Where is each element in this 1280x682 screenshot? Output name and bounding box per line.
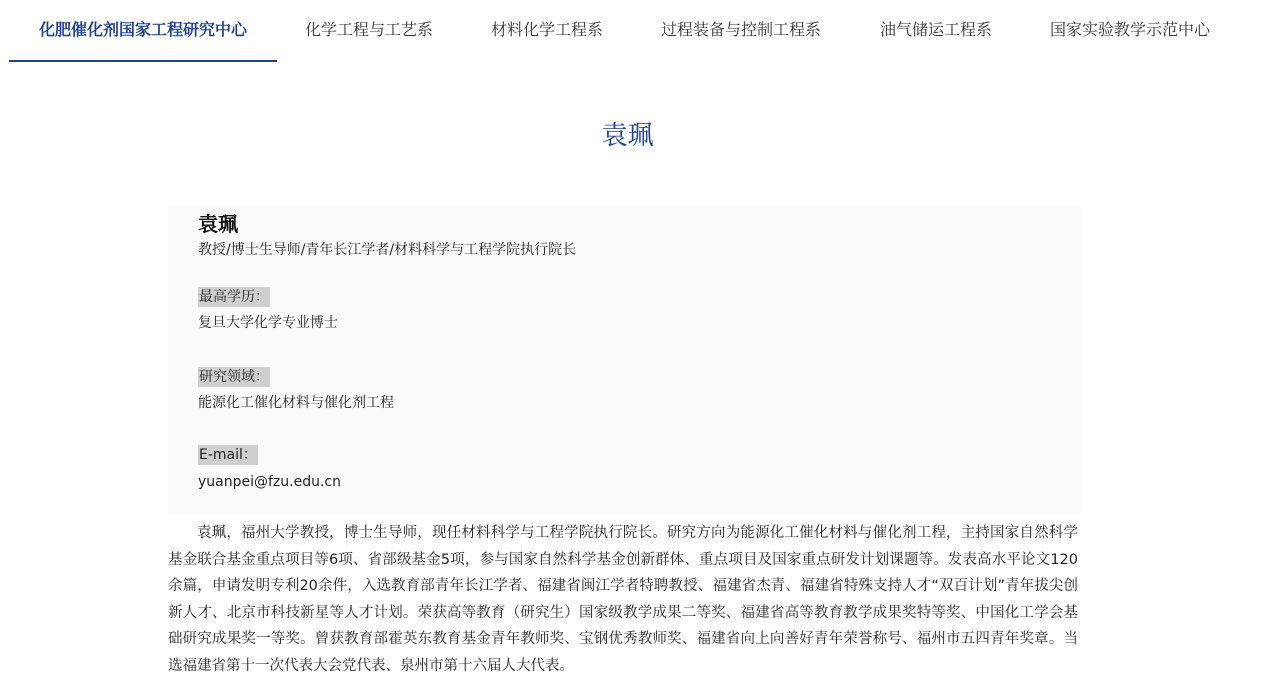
page-title: 袁珮 <box>601 121 654 151</box>
tab-oil-gas-storage[interactable]: 油气储运工程系 <box>880 20 993 39</box>
email-value[interactable]: yuanpei@fzu.edu.cn <box>198 474 341 490</box>
profile-name: 袁珮 <box>198 212 238 236</box>
email-label: E-mail： <box>199 447 257 463</box>
tab-process-equipment-control[interactable]: 过程装备与控制工程系 <box>661 20 822 39</box>
department-tabs <box>0 0 1280 62</box>
research-label: 研究领域： <box>199 369 269 385</box>
profile-subtitle: 教授/博士生导师/青年长江学者/材料科学与工程学院执行院长 <box>198 242 577 258</box>
tab-materials-chemical-engineering[interactable]: 材料化学工程系 <box>491 20 604 39</box>
research-value: 能源化工催化材料与催化剂工程 <box>198 395 394 411</box>
tab-fertilizer-catalyst-center[interactable]: 化肥催化剂国家工程研究中心 <box>9 0 277 62</box>
tab-national-teaching-center[interactable]: 国家实验教学示范中心 <box>1050 20 1211 39</box>
tab-chemical-engineering[interactable]: 化学工程与工艺系 <box>305 20 434 39</box>
education-value: 复旦大学化学专业博士 <box>198 315 338 331</box>
education-label: 最高学历： <box>199 289 269 305</box>
bio-paragraph: 袁珮，福州大学教授，博士生导师，现任材料科学与工程学院执行院长。研究方向为能源化工催化材料与催化剂工程，主持国家自然科学基金联合基金重点项目等6项、省部级基金5项，参与国家自然科学基金创新群体、重点项目及国家重点研发计划课题等。发表高水平论文120余篇，申请发明专利20余件，入选教育部青年长江学者、福建省闽江学者特聘教授、福建省杰青、福建省特殊支持人才“双百计划”青年拔尖创新人才、北京市科技新星等人才计划。荣获高等教育（研究生）国家级教学成果二等奖、福建省高等教育教学成果奖特等奖、中国化工学会基础研究成果奖一等奖。曾获教育部霍英东教育基金青年教师奖、宝钢优秀教师奖、福建省向上向善好青年荣誉称号、福州市五四青年奖章。当选福建省第十一次代表大会党代表、泉州市第十六届人大代表。 <box>168 525 1078 674</box>
